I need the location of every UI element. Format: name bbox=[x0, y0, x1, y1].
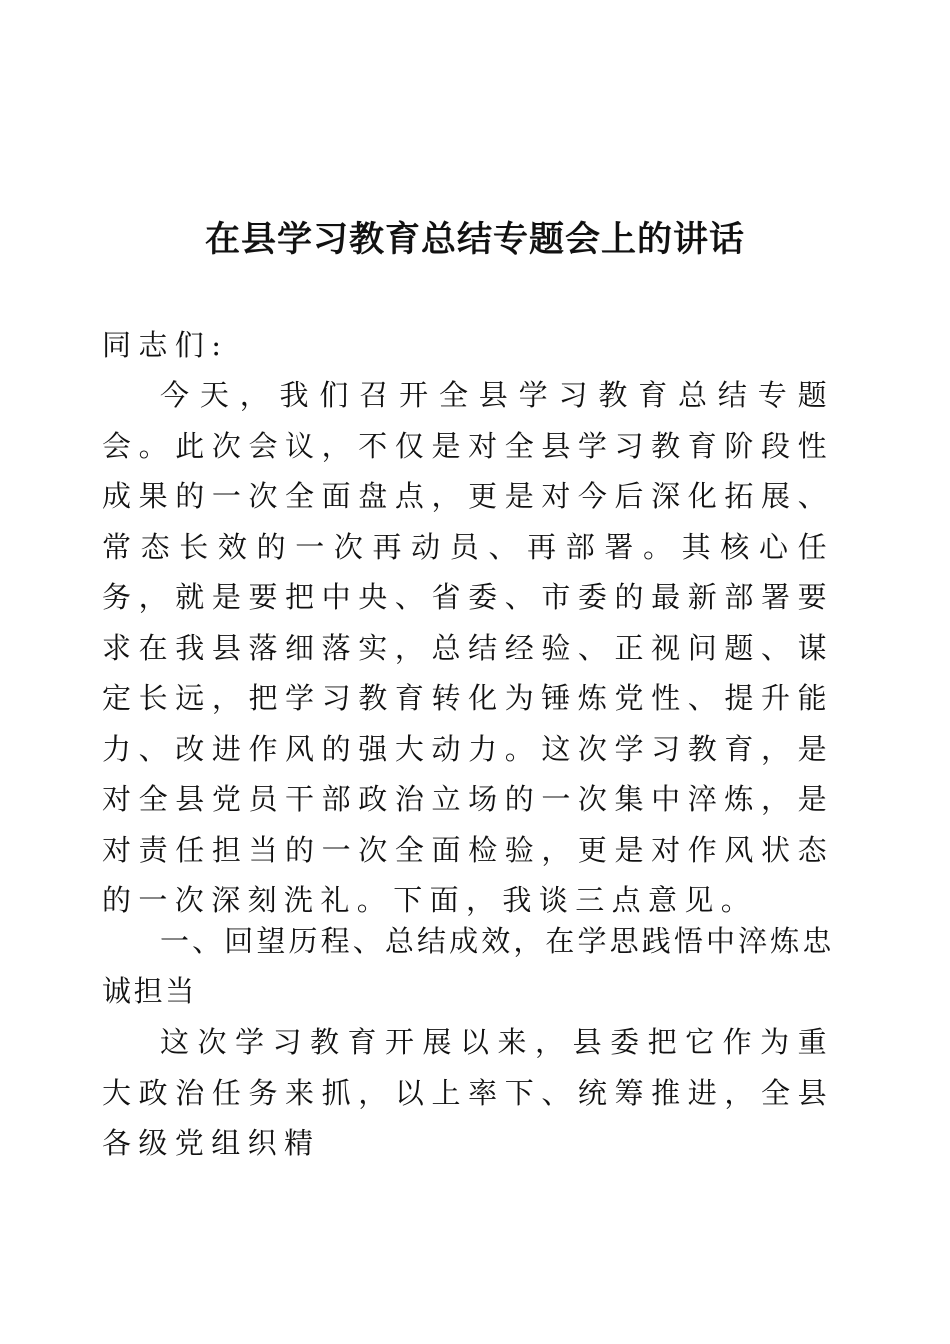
section-heading: 一、回望历程、总结成效，在学思践悟中淬炼忠诚担当 bbox=[102, 924, 834, 1008]
section-paragraph: 这次学习教育开展以来，县委把它作为重大政治任务来抓，以上率下、统筹推进，全县各级党组织精 bbox=[102, 1025, 834, 1160]
body-paragraph: 今天，我们召开全县学习教育总结专题会。此次会议，不仅是对全县学习教育阶段性成果的一次全面盘点，更是对今后深化拓展、常态长效的一次再动员、再部署。其核心任务，就是要把中央、省委、市委的最新部署要求在我县落细落实，总结经验、正视问题、谋定长远，把学习教育转化为锤炼党性、提升能力、改进作风的强大动力。这次学习教育，是对全县党员干部政治立场的一次集中淬炼，是对责任担当的一次全面检验，更是对作风状态的一次深刻洗礼。下面，我谈三点意见。 bbox=[102, 378, 834, 917]
salutation: 同志们: bbox=[102, 328, 229, 362]
document-title: 在县学习教育总结专题会上的讲话 bbox=[204, 219, 745, 260]
